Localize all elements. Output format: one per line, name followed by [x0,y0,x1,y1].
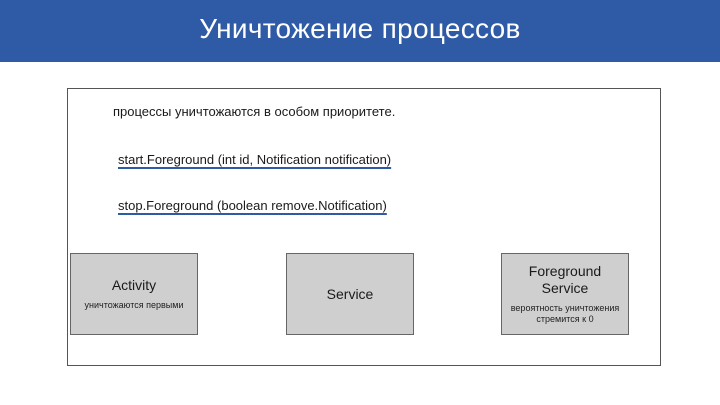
foreground-service-box [501,253,629,335]
activity-box-caption: уничтожаются первыми [84,300,184,310]
slide-title: Уничтожение процессов [199,13,521,44]
foreground-service-box-title: Foreground Service [528,263,602,296]
activity-box-title: Activity [111,277,157,293]
stop-foreground-method: stop.Foreground (boolean remove.Notification) [118,198,387,213]
service-box-title: Service [326,285,374,302]
activity-box [70,253,198,335]
intro-text: процессы уничтожаются в особом приоритете. [113,104,396,119]
slide-header [0,0,720,62]
start-foreground-method: start.Foreground (int id, Notification notification) [118,152,392,167]
foreground-service-box-caption: вероятность уничтожения стремится к 0 [510,303,620,324]
service-box [286,253,414,335]
